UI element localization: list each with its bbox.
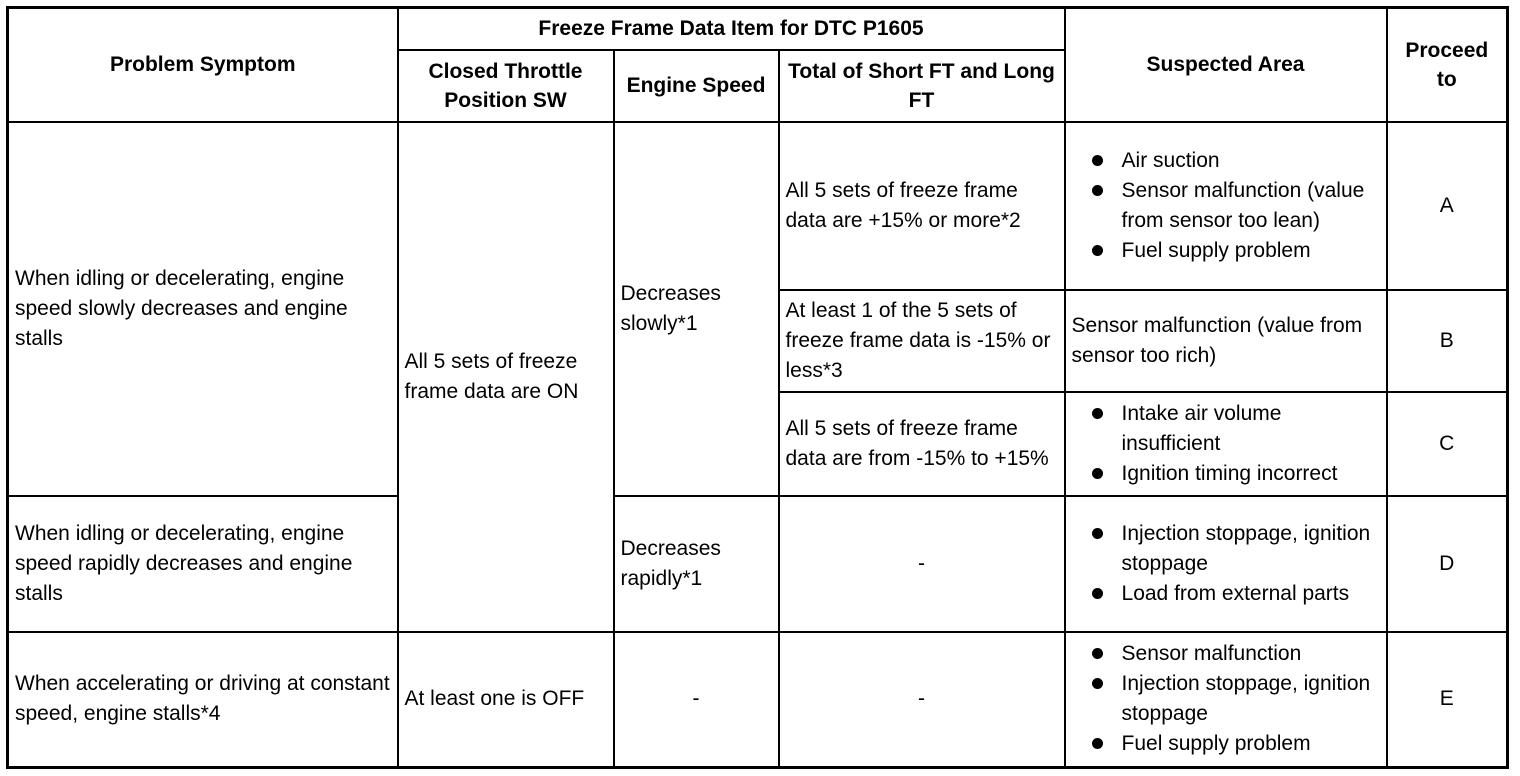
- proceed-e: E: [1387, 632, 1508, 768]
- throttle-all-on: All 5 sets of freeze frame data are ON: [398, 122, 614, 632]
- speed-decreases-rapidly: Decreases rapidly*1: [614, 496, 779, 632]
- symptom-accelerating-stall: When accelerating or driving at constant speed, engine stalls*4: [8, 632, 398, 768]
- speed-none-e: -: [614, 632, 779, 768]
- list-item: Sensor malfunction: [1090, 639, 1380, 669]
- list-item: Ignition timing incorrect: [1090, 459, 1380, 489]
- suspected-list-c: [1072, 399, 1380, 489]
- list-item: Injection stoppage, ignition stoppage: [1090, 669, 1380, 729]
- symptom-slow-decrease: When idling or decelerating, engine speed slowly decreases and engine stalls: [8, 122, 398, 496]
- suspected-list-e: [1072, 639, 1380, 759]
- header-problem-symptom: Problem Symptom: [8, 8, 398, 122]
- symptom-rapid-decrease: When idling or decelerating, engine speed rapidly decreases and engine stalls: [8, 496, 398, 632]
- header-freeze-frame-group: Freeze Frame Data Item for DTC P1605: [398, 8, 1065, 50]
- header-row-1: [8, 8, 1508, 50]
- header-suspected-area: Suspected Area: [1065, 8, 1387, 122]
- list-item: Injection stoppage, ignition stoppage: [1090, 519, 1380, 579]
- header-proceed-to: Proceed to: [1387, 8, 1508, 122]
- suspected-area-a: [1065, 122, 1387, 290]
- suspected-area-c: [1065, 392, 1387, 496]
- proceed-d: D: [1387, 496, 1508, 632]
- suspected-area-b: Sensor malfunction (value from sensor too rich): [1065, 290, 1387, 392]
- proceed-b: B: [1387, 290, 1508, 392]
- list-item: Intake air volume insufficient: [1090, 399, 1380, 459]
- suspected-list-d: [1072, 519, 1380, 609]
- list-item: Fuel supply problem: [1090, 729, 1380, 759]
- header-engine-speed: Engine Speed: [614, 50, 779, 122]
- suspected-list-a: [1072, 146, 1380, 266]
- table-row-d: [8, 496, 1508, 632]
- header-total-ft: Total of Short FT and Long FT: [779, 50, 1065, 122]
- ft-within-15: All 5 sets of freeze frame data are from -15% to +15%: [779, 392, 1065, 496]
- list-item: Fuel supply problem: [1090, 236, 1380, 266]
- list-item: Sensor malfunction (value from sensor too lean): [1090, 176, 1380, 236]
- proceed-a: A: [1387, 122, 1508, 290]
- throttle-one-off: At least one is OFF: [398, 632, 614, 768]
- suspected-area-d: [1065, 496, 1387, 632]
- suspected-area-e: [1065, 632, 1387, 768]
- ft-none-d: -: [779, 496, 1065, 632]
- table-row-a: [8, 122, 1508, 290]
- header-closed-throttle: Closed Throttle Position SW: [398, 50, 614, 122]
- ft-none-e: -: [779, 632, 1065, 768]
- table-row-e: [8, 632, 1508, 768]
- ft-minus-15-or-less: At least 1 of the 5 sets of freeze frame data is -15% or less*3: [779, 290, 1065, 392]
- ft-plus-15-or-more: All 5 sets of freeze frame data are +15% or more*2: [779, 122, 1065, 290]
- diagnosis-table: [6, 6, 1509, 769]
- speed-decreases-slowly: Decreases slowly*1: [614, 122, 779, 496]
- list-item: Air suction: [1090, 146, 1380, 176]
- list-item: Load from external parts: [1090, 579, 1380, 609]
- proceed-c: C: [1387, 392, 1508, 496]
